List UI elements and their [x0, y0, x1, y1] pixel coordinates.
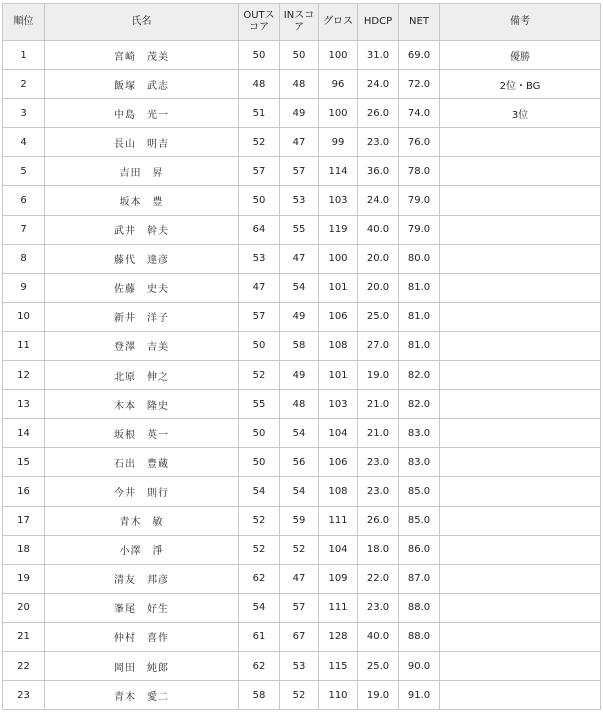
- name-cell: 木本 隆史: [45, 390, 239, 419]
- header-rank: 順位: [3, 4, 45, 41]
- gross-cell: 99: [319, 128, 358, 157]
- hdcp-cell: 19.0: [358, 361, 399, 390]
- name-cell: 登澤 吉美: [45, 331, 239, 360]
- header-net: NET: [399, 4, 440, 41]
- table-row: [3, 419, 601, 448]
- in-score-cell: 54: [280, 273, 319, 302]
- hdcp-cell: 21.0: [358, 419, 399, 448]
- rank-cell: 5: [3, 157, 45, 186]
- in-score-cell: 54: [280, 477, 319, 506]
- net-cell: 81.0: [399, 273, 440, 302]
- hdcp-cell: 23.0: [358, 128, 399, 157]
- in-score-cell: 57: [280, 157, 319, 186]
- rank-cell: 10: [3, 302, 45, 331]
- table-row: [3, 506, 601, 535]
- rank-cell: 14: [3, 419, 45, 448]
- hdcp-cell: 23.0: [358, 448, 399, 477]
- out-score-cell: 57: [239, 302, 280, 331]
- remarks-cell: [440, 535, 601, 564]
- in-score-cell: 49: [280, 302, 319, 331]
- name-cell: 小澤 淨: [45, 535, 239, 564]
- hdcp-cell: 40.0: [358, 622, 399, 651]
- gross-cell: 103: [319, 390, 358, 419]
- net-cell: 82.0: [399, 390, 440, 419]
- table-row: [3, 41, 601, 70]
- table-row: [3, 535, 601, 564]
- table-row: [3, 361, 601, 390]
- rank-cell: 8: [3, 244, 45, 273]
- in-score-cell: 47: [280, 128, 319, 157]
- name-cell: 清友 邦彦: [45, 564, 239, 593]
- name-cell: 峯尾 好生: [45, 593, 239, 622]
- rank-cell: 20: [3, 593, 45, 622]
- in-score-cell: 59: [280, 506, 319, 535]
- table-row: [3, 273, 601, 302]
- remarks-cell: [440, 186, 601, 215]
- out-score-cell: 50: [239, 419, 280, 448]
- rank-cell: 6: [3, 186, 45, 215]
- hdcp-cell: 23.0: [358, 477, 399, 506]
- header-gross: グロス: [319, 4, 358, 41]
- gross-cell: 114: [319, 157, 358, 186]
- out-score-cell: 52: [239, 128, 280, 157]
- net-cell: 80.0: [399, 244, 440, 273]
- rank-cell: 1: [3, 41, 45, 70]
- remarks-cell: [440, 681, 601, 710]
- hdcp-cell: 26.0: [358, 99, 399, 128]
- name-cell: 坂本 豊: [45, 186, 239, 215]
- hdcp-cell: 27.0: [358, 331, 399, 360]
- remarks-cell: [440, 477, 601, 506]
- net-cell: 87.0: [399, 564, 440, 593]
- net-cell: 88.0: [399, 622, 440, 651]
- net-cell: 86.0: [399, 535, 440, 564]
- results-table: [2, 3, 601, 710]
- header-hdcp: HDCP: [358, 4, 399, 41]
- table-row: [3, 331, 601, 360]
- rank-cell: 4: [3, 128, 45, 157]
- table-row: [3, 128, 601, 157]
- name-cell: 長山 明吉: [45, 128, 239, 157]
- out-score-cell: 50: [239, 448, 280, 477]
- remarks-cell: [440, 215, 601, 244]
- gross-cell: 103: [319, 186, 358, 215]
- net-cell: 83.0: [399, 419, 440, 448]
- table-row: [3, 244, 601, 273]
- gross-cell: 106: [319, 302, 358, 331]
- gross-cell: 109: [319, 564, 358, 593]
- hdcp-cell: 25.0: [358, 302, 399, 331]
- gross-cell: 100: [319, 99, 358, 128]
- rank-cell: 23: [3, 681, 45, 710]
- gross-cell: 96: [319, 70, 358, 99]
- gross-cell: 100: [319, 41, 358, 70]
- gross-cell: 119: [319, 215, 358, 244]
- header-in-score: INスコア: [280, 4, 319, 41]
- table-row: [3, 593, 601, 622]
- net-cell: 88.0: [399, 593, 440, 622]
- header-out-score: OUTスコア: [239, 4, 280, 41]
- in-score-cell: 47: [280, 564, 319, 593]
- hdcp-cell: 21.0: [358, 390, 399, 419]
- remarks-cell: [440, 244, 601, 273]
- in-score-cell: 53: [280, 651, 319, 680]
- in-score-cell: 48: [280, 70, 319, 99]
- net-cell: 76.0: [399, 128, 440, 157]
- gross-cell: 101: [319, 273, 358, 302]
- remarks-cell: 3位: [440, 99, 601, 128]
- table-row: [3, 477, 601, 506]
- rank-cell: 16: [3, 477, 45, 506]
- table-row: [3, 186, 601, 215]
- out-score-cell: 54: [239, 477, 280, 506]
- gross-cell: 100: [319, 244, 358, 273]
- out-score-cell: 50: [239, 186, 280, 215]
- net-cell: 79.0: [399, 186, 440, 215]
- hdcp-cell: 31.0: [358, 41, 399, 70]
- remarks-cell: [440, 622, 601, 651]
- hdcp-cell: 24.0: [358, 186, 399, 215]
- hdcp-cell: 25.0: [358, 651, 399, 680]
- out-score-cell: 62: [239, 564, 280, 593]
- out-score-cell: 58: [239, 681, 280, 710]
- net-cell: 91.0: [399, 681, 440, 710]
- name-cell: 藤代 達彦: [45, 244, 239, 273]
- in-score-cell: 67: [280, 622, 319, 651]
- rank-cell: 21: [3, 622, 45, 651]
- out-score-cell: 52: [239, 535, 280, 564]
- remarks-cell: [440, 302, 601, 331]
- name-cell: 仲村 喜作: [45, 622, 239, 651]
- in-score-cell: 55: [280, 215, 319, 244]
- rank-cell: 9: [3, 273, 45, 302]
- remarks-cell: [440, 331, 601, 360]
- rank-cell: 3: [3, 99, 45, 128]
- out-score-cell: 52: [239, 361, 280, 390]
- gross-cell: 104: [319, 419, 358, 448]
- in-score-cell: 58: [280, 331, 319, 360]
- table-row: [3, 448, 601, 477]
- remarks-cell: [440, 273, 601, 302]
- hdcp-cell: 22.0: [358, 564, 399, 593]
- rank-cell: 13: [3, 390, 45, 419]
- remarks-cell: [440, 506, 601, 535]
- in-score-cell: 52: [280, 535, 319, 564]
- net-cell: 90.0: [399, 651, 440, 680]
- hdcp-cell: 18.0: [358, 535, 399, 564]
- remarks-cell: [440, 157, 601, 186]
- table-row: [3, 622, 601, 651]
- gross-cell: 108: [319, 331, 358, 360]
- remarks-cell: 2位・BG: [440, 70, 601, 99]
- table-row: [3, 302, 601, 331]
- gross-cell: 101: [319, 361, 358, 390]
- name-cell: 今井 則行: [45, 477, 239, 506]
- gross-cell: 111: [319, 593, 358, 622]
- net-cell: 82.0: [399, 361, 440, 390]
- rank-cell: 12: [3, 361, 45, 390]
- out-score-cell: 62: [239, 651, 280, 680]
- name-cell: 青木 愛二: [45, 681, 239, 710]
- name-cell: 飯塚 武志: [45, 70, 239, 99]
- remarks-cell: [440, 128, 601, 157]
- name-cell: 宮崎 茂美: [45, 41, 239, 70]
- net-cell: 72.0: [399, 70, 440, 99]
- name-cell: 中島 光一: [45, 99, 239, 128]
- table-row: [3, 157, 601, 186]
- rank-cell: 7: [3, 215, 45, 244]
- in-score-cell: 52: [280, 681, 319, 710]
- net-cell: 78.0: [399, 157, 440, 186]
- in-score-cell: 49: [280, 99, 319, 128]
- remarks-cell: [440, 651, 601, 680]
- out-score-cell: 51: [239, 99, 280, 128]
- out-score-cell: 48: [239, 70, 280, 99]
- gross-cell: 115: [319, 651, 358, 680]
- name-cell: 佐藤 史夫: [45, 273, 239, 302]
- hdcp-cell: 36.0: [358, 157, 399, 186]
- rank-cell: 18: [3, 535, 45, 564]
- out-score-cell: 52: [239, 506, 280, 535]
- table-row: [3, 215, 601, 244]
- rank-cell: 22: [3, 651, 45, 680]
- table-row: [3, 564, 601, 593]
- hdcp-cell: 26.0: [358, 506, 399, 535]
- table-row: [3, 390, 601, 419]
- net-cell: 85.0: [399, 477, 440, 506]
- hdcp-cell: 20.0: [358, 244, 399, 273]
- table-row: [3, 70, 601, 99]
- gross-cell: 110: [319, 681, 358, 710]
- net-cell: 83.0: [399, 448, 440, 477]
- header-name: 氏名: [45, 4, 239, 41]
- out-score-cell: 50: [239, 331, 280, 360]
- in-score-cell: 47: [280, 244, 319, 273]
- remarks-cell: [440, 390, 601, 419]
- results-body: [3, 41, 601, 710]
- in-score-cell: 53: [280, 186, 319, 215]
- hdcp-cell: 20.0: [358, 273, 399, 302]
- remarks-cell: [440, 564, 601, 593]
- net-cell: 79.0: [399, 215, 440, 244]
- remarks-cell: 優勝: [440, 41, 601, 70]
- header-remarks: 備考: [440, 4, 601, 41]
- gross-cell: 128: [319, 622, 358, 651]
- net-cell: 69.0: [399, 41, 440, 70]
- gross-cell: 111: [319, 506, 358, 535]
- out-score-cell: 50: [239, 41, 280, 70]
- hdcp-cell: 40.0: [358, 215, 399, 244]
- out-score-cell: 47: [239, 273, 280, 302]
- name-cell: 石出 豊蔵: [45, 448, 239, 477]
- remarks-cell: [440, 361, 601, 390]
- net-cell: 85.0: [399, 506, 440, 535]
- net-cell: 74.0: [399, 99, 440, 128]
- remarks-cell: [440, 448, 601, 477]
- out-score-cell: 54: [239, 593, 280, 622]
- table-row: [3, 681, 601, 710]
- name-cell: 坂根 英一: [45, 419, 239, 448]
- out-score-cell: 57: [239, 157, 280, 186]
- gross-cell: 106: [319, 448, 358, 477]
- in-score-cell: 56: [280, 448, 319, 477]
- in-score-cell: 48: [280, 390, 319, 419]
- rank-cell: 2: [3, 70, 45, 99]
- in-score-cell: 57: [280, 593, 319, 622]
- name-cell: 武井 幹夫: [45, 215, 239, 244]
- out-score-cell: 55: [239, 390, 280, 419]
- hdcp-cell: 23.0: [358, 593, 399, 622]
- name-cell: 新井 洋子: [45, 302, 239, 331]
- rank-cell: 11: [3, 331, 45, 360]
- name-cell: 北原 伸之: [45, 361, 239, 390]
- table-row: [3, 99, 601, 128]
- remarks-cell: [440, 419, 601, 448]
- in-score-cell: 50: [280, 41, 319, 70]
- gross-cell: 108: [319, 477, 358, 506]
- rank-cell: 19: [3, 564, 45, 593]
- hdcp-cell: 24.0: [358, 70, 399, 99]
- out-score-cell: 61: [239, 622, 280, 651]
- net-cell: 81.0: [399, 331, 440, 360]
- net-cell: 81.0: [399, 302, 440, 331]
- rank-cell: 17: [3, 506, 45, 535]
- name-cell: 青木 敏: [45, 506, 239, 535]
- gross-cell: 104: [319, 535, 358, 564]
- hdcp-cell: 19.0: [358, 681, 399, 710]
- out-score-cell: 64: [239, 215, 280, 244]
- remarks-cell: [440, 593, 601, 622]
- in-score-cell: 49: [280, 361, 319, 390]
- name-cell: 吉田 昇: [45, 157, 239, 186]
- table-row: [3, 651, 601, 680]
- in-score-cell: 54: [280, 419, 319, 448]
- name-cell: 岡田 純郎: [45, 651, 239, 680]
- out-score-cell: 53: [239, 244, 280, 273]
- rank-cell: 15: [3, 448, 45, 477]
- header-row: [3, 4, 601, 41]
